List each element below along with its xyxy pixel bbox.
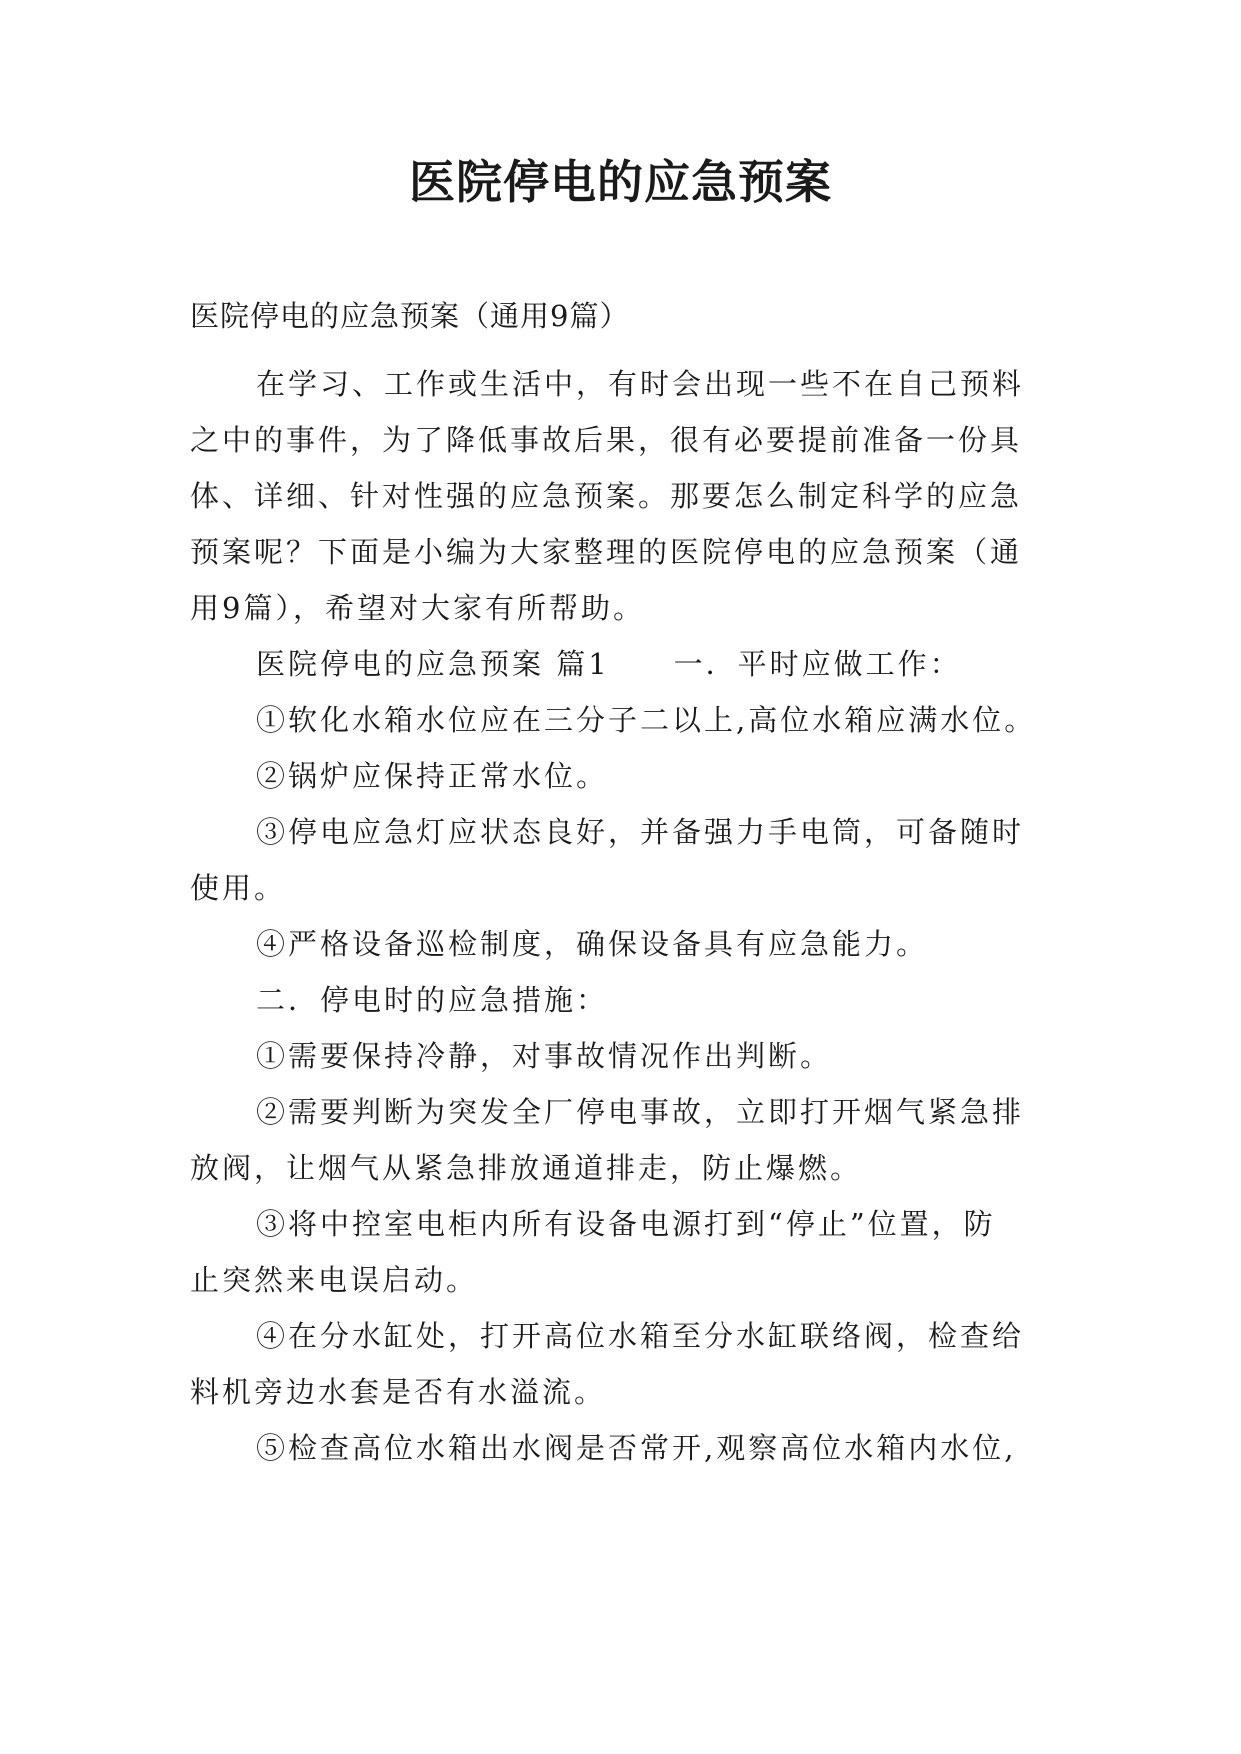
section-heading: 医院停电的应急预案 篇1 — [256, 647, 610, 681]
document-title: 医院停电的应急预案 — [409, 155, 832, 209]
part2-heading: 二．停电时的应急措施： — [256, 983, 609, 1017]
list-item-continuation: 止突然来电误启动。 — [190, 1263, 479, 1297]
part1-heading: 一．平时应做工作： — [673, 647, 962, 681]
list-item: ③将中控室电柜内所有设备电源打到“停止”位置，防 — [256, 1207, 996, 1241]
intro-line: 体、详细、针对性强的应急预案。那要怎么制定科学的应急 — [190, 479, 1023, 513]
list-item: ④在分水缸处，打开高位水箱至分水缸联络阀，检查给 — [256, 1319, 1025, 1353]
list-item: ①软化水箱水位应在三分子二以上,高位水箱应满水位。 — [256, 703, 1037, 737]
intro-line: 用9篇），希望对大家有所帮助。 — [190, 591, 645, 625]
document-subtitle: 医院停电的应急预案（通用9篇） — [190, 299, 630, 333]
list-item-continuation: 使用。 — [190, 871, 287, 905]
list-item: ⑤检查高位水箱出水阀是否常开,观察高位水箱内水位, — [256, 1431, 1017, 1465]
section-heading-line — [256, 644, 962, 684]
list-item: ①需要保持冷静，对事故情况作出判断。 — [256, 1039, 833, 1073]
list-item-continuation: 料机旁边水套是否有水溢流。 — [190, 1375, 607, 1409]
intro-line: 在学习、工作或生活中，有时会出现一些不在自己预料 — [256, 367, 1025, 401]
list-item: ②需要判断为突发全厂停电事故，立即打开烟气紧急排 — [256, 1095, 1025, 1129]
list-item: ③停电应急灯应状态良好，并备强力手电筒，可备随时 — [256, 815, 1025, 849]
list-item: ④严格设备巡检制度，确保设备具有应急能力。 — [256, 927, 929, 961]
list-item-continuation: 放阀，让烟气从紧急排放通道排走，防止爆燃。 — [190, 1151, 863, 1185]
list-item: ②锅炉应保持正常水位。 — [256, 759, 609, 793]
intro-line: 之中的事件，为了降低事故后果，很有必要提前准备一份具 — [190, 423, 1023, 457]
intro-line: 预案呢？下面是小编为大家整理的医院停电的应急预案（通 — [190, 535, 1023, 569]
